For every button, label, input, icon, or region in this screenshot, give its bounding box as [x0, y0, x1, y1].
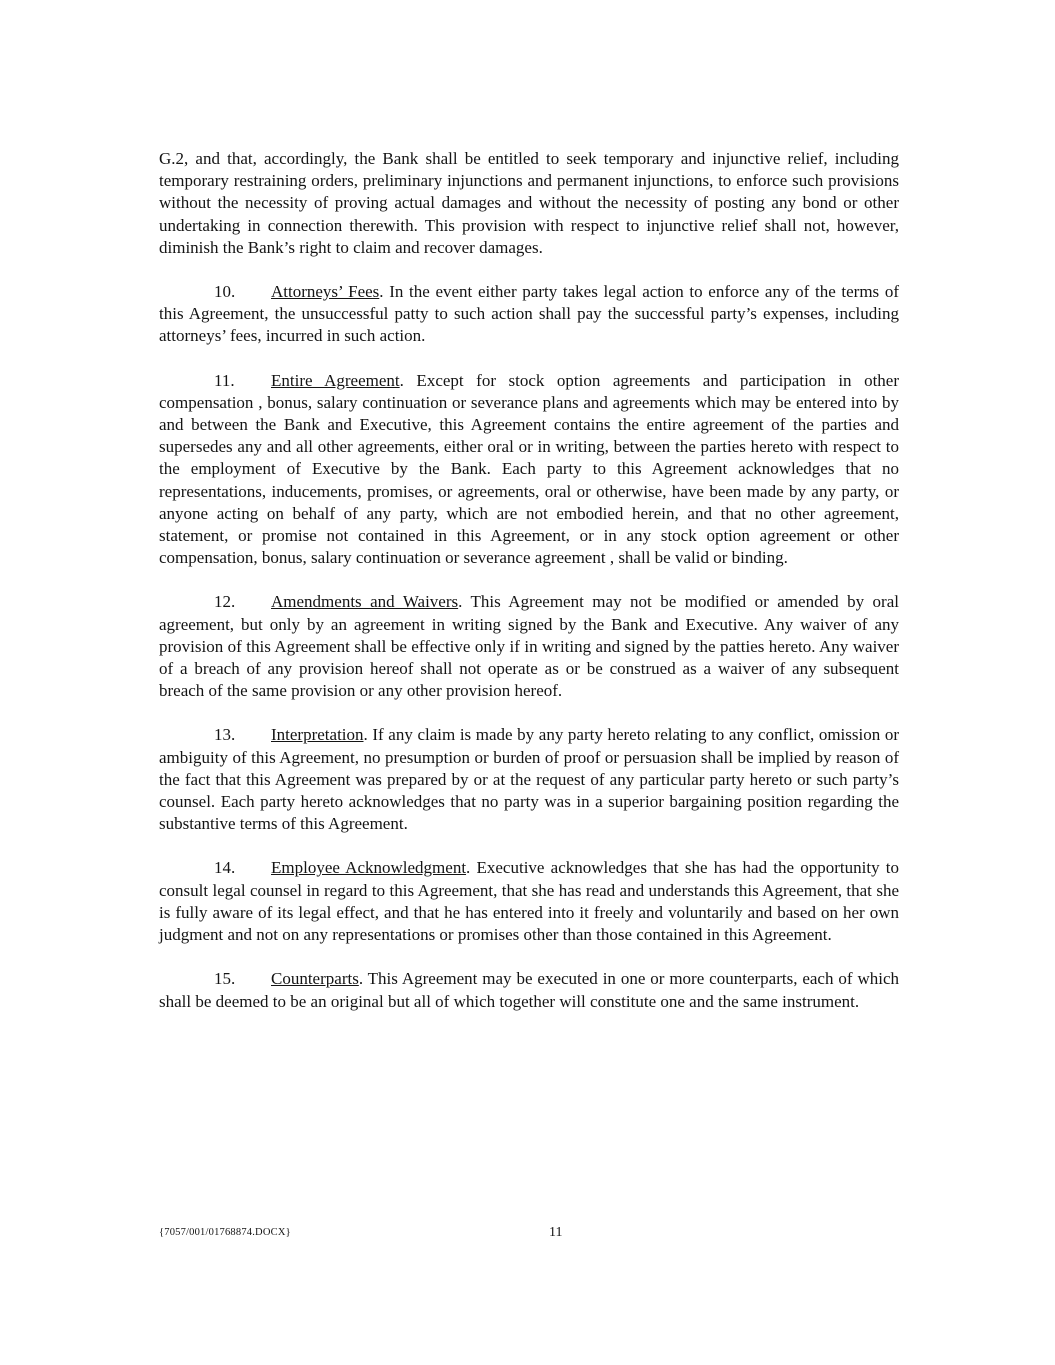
section-number: 15.	[214, 969, 236, 989]
section-number: 14.	[214, 858, 236, 878]
section-text: . This Agreement may not be modified or amended by oral agreement, but only by an agreement in writing signed by the Bank and Executive. Any waiver of any provision of this Agreement shall be effective only if in writing and signed by the patties hereto. Any waiver of a breach of any provision hereof shall not operate as or be construed as a waiver of any subsequent breach of the same provision or any other provision hereof.	[159, 592, 899, 701]
section-number: 10.	[214, 282, 236, 302]
section-14	[159, 857, 899, 946]
section-12	[159, 591, 899, 702]
document-id: {7057/001/01768874.DOCX}	[159, 1227, 291, 1238]
section-text: . Except for stock option agreements and participation in other compensation , bonus, salary continuation or severance plans and agreements which may be entered into by and between the Bank and Executive, this Agreement contains the entire agreement of the parties and supersedes any and all other agreements, either oral or in writing, between the parties hereto with respect to the employment of Executive by the Bank. Each party to this Agreement acknowledges that no representations, inducements, promises, or agreements, oral or otherwise, have been made by any party, or anyone acting on behalf of any party, which are not embodied herein, and that no other agreement, statement, or promise not contained in this Agreement, or in any stock option agreement or other compensation, bonus, salary continuation or severance agreement , shall be valid or binding.	[159, 370, 899, 568]
section-heading: Attorneys’ Fees	[271, 282, 380, 302]
document-body	[159, 148, 899, 1035]
section-15	[159, 968, 899, 1012]
section-heading: Interpretation	[271, 725, 364, 745]
intro-paragraph: G.2, and that, accordingly, the Bank shall be entitled to seek temporary and injunctive relief, including temporary restraining orders, preliminary injunctions and permanent injunctions, to enforce such provisions without the necessity of proving actual damages and without the necessity of posting any bond or other undertaking in connection therewith. This provision with respect to injunctive relief shall not, however, diminish the Bank’s right to claim and recover damages.	[159, 149, 899, 257]
section-11	[159, 370, 899, 570]
section-heading: Employee Acknowledgment	[271, 858, 467, 878]
section-number: 12.	[214, 592, 236, 612]
section-text: . This Agreement may be executed in one or more counterparts, each of which shall be deemed to be an original but all of which together will constitute one and the same instrument.	[159, 969, 899, 1011]
section-10	[159, 281, 899, 348]
section-text: . In the event either party takes legal action to enforce any of the terms of this Agreement, the unsuccessful patty to such action shall pay the successful party’s expenses, including attorneys’ fees, incurred in such action.	[159, 282, 899, 346]
section-number: 11.	[214, 370, 235, 390]
section-text: . If any claim is made by any party hereto relating to any conflict, omission or ambiguity of this Agreement, no presumption or burden of proof or persuasion shall be implied by reason of the fact that this Agreement was prepared by or at the request of any particular party hereto or such party’s counsel. Each party hereto acknowledges that no party was in a superior bargaining position regarding the substantive terms of this Agreement.	[159, 725, 899, 834]
section-text: . Executive acknowledges that she has had the opportunity to consult legal counsel in regard to this Agreement, that she has read and understands this Agreement, that she is fully aware of its legal effect, and that he has entered into it freely and voluntarily and based on her own judgment and not on any representations or promises other than those contained in this Agreement.	[159, 858, 900, 945]
section-heading: Entire Agreement	[271, 370, 400, 390]
section-heading: Counterparts	[271, 969, 359, 989]
page-footer	[159, 1225, 899, 1245]
section-13	[159, 724, 899, 835]
section-heading: Amendments and Waivers	[271, 592, 459, 612]
section-number: 13.	[214, 725, 236, 745]
page-number: 11	[549, 1225, 563, 1240]
